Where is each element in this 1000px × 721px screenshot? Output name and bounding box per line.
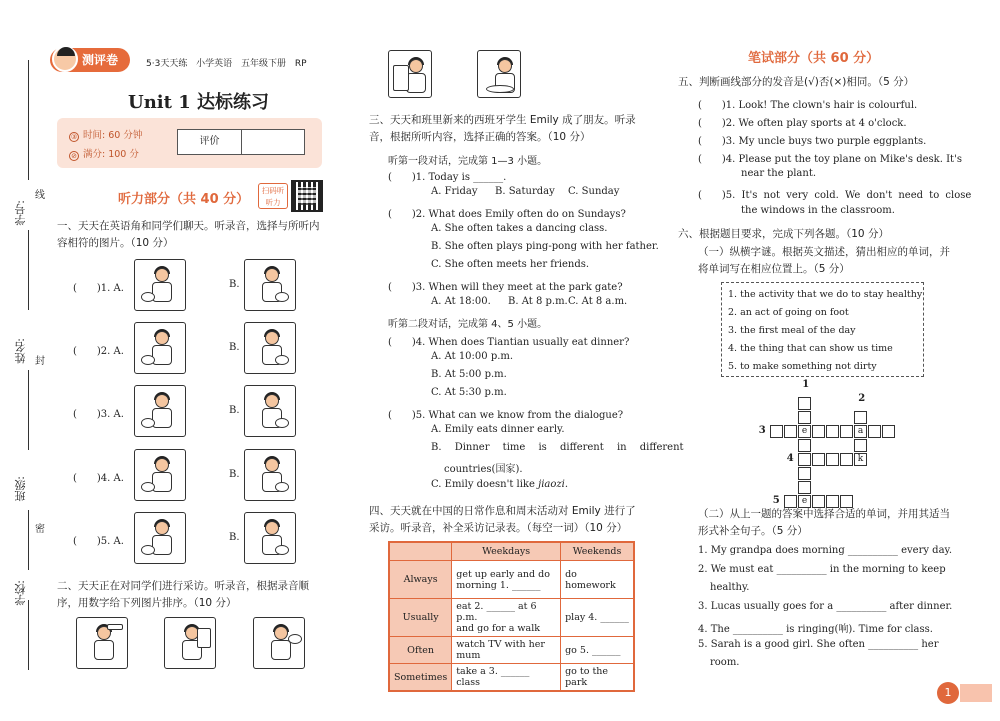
crossword-cell[interactable] <box>882 425 895 438</box>
binding-line <box>28 230 29 310</box>
seal-char: 密 <box>35 524 45 535</box>
q6-fill-item[interactable]: 3. Lucas usually goes for a __________ after dinner. <box>698 601 953 612</box>
q6-fill-item[interactable]: 4. The __________ is ringing(响). Time for class. <box>698 624 933 635</box>
q1-item-number: ( )2. A. <box>73 346 124 357</box>
crossword-clue: 3. the first meal of the day <box>728 325 856 336</box>
crossword-cell[interactable] <box>812 425 825 438</box>
q3-option[interactable]: B. She often plays ping-pong with her father. <box>431 241 659 252</box>
table-cell[interactable]: go 5. ______ <box>561 637 634 664</box>
grade-box <box>177 129 305 155</box>
writing-section-title: 笔试部分（共 60 分） <box>748 51 880 66</box>
page-tab <box>960 684 992 702</box>
table-cell: go to the park <box>561 664 634 691</box>
crossword-cell[interactable]: a <box>854 425 867 438</box>
q5-item: ( )2. We often play sports at 4 o'clock. <box>698 118 907 129</box>
q3-item-5: ( )5. What can we know from the dialogue? <box>388 410 624 421</box>
crossword-number: 3 <box>758 425 766 436</box>
q3-option[interactable]: C. Sunday <box>568 186 620 197</box>
q5-item: ( )1. Look! The clown's hair is colourful. <box>698 100 918 111</box>
crossword-cell[interactable] <box>854 439 867 452</box>
badge-label: 测评卷 <box>82 53 119 67</box>
q3-item-3: ( )3. When will they meet at the park gate? <box>388 282 623 293</box>
question-1-heading: 一、天天在英语角和同学们聊天。听录音，选择与所听内容相符的图片。（10 分） <box>57 220 320 249</box>
qr-code-icon[interactable] <box>291 180 323 212</box>
crossword-cell[interactable]: e <box>798 495 811 508</box>
crossword-cell[interactable] <box>798 411 811 424</box>
table-cell[interactable]: play 4. ______ <box>561 599 634 637</box>
header-meta: 5·3天天练 小学英语 五年级下册 RP <box>146 59 307 69</box>
seal-char: 线 <box>35 190 45 201</box>
table-row-header: Often <box>390 637 452 664</box>
q3-option[interactable]: C. She often meets her friends. <box>431 259 590 270</box>
q3-option[interactable]: B. Saturday <box>495 186 555 197</box>
crossword-cell[interactable] <box>784 425 797 438</box>
q3-option-continued: countries(国家). <box>444 464 523 475</box>
student-avatar-icon <box>52 46 78 72</box>
picture-laundry <box>388 50 432 98</box>
q1-picture-a[interactable] <box>134 385 186 437</box>
crossword-cell[interactable] <box>798 453 811 466</box>
seal-char: 封 <box>35 356 45 367</box>
crossword-number: 1 <box>802 378 810 390</box>
listening-section-title: 听力部分（共 40 分） <box>118 192 250 207</box>
question-2-heading: 二、天天正在对同学们进行采访。听录音，根据录音顺序，用数字给下列图片排序。（10 分） <box>57 580 309 609</box>
q3-option[interactable]: A. Friday <box>431 186 478 197</box>
crossword-cell[interactable] <box>826 453 839 466</box>
grade-label: 评价 <box>178 130 242 154</box>
binding-line <box>28 60 29 180</box>
qr-label: 扫码听听力 <box>258 183 288 209</box>
table-row-header: Always <box>390 561 452 599</box>
q6-fill-item[interactable]: 2. We must eat __________ in the morning to keep <box>698 564 946 575</box>
table-cell: do homework <box>561 561 634 599</box>
q3-option[interactable]: A. At 10:00 p.m. <box>431 351 514 362</box>
picture-basketball <box>76 617 128 669</box>
q1-picture-a[interactable] <box>134 512 186 564</box>
picture-washing <box>164 617 216 669</box>
grade-field[interactable] <box>242 130 304 154</box>
crossword-cell[interactable]: e <box>798 425 811 438</box>
q6-part-1-instruction: （一）纵横字谜。根据英文描述，猜出相应的单词，并将单词写在相应位置上。（5 分） <box>698 246 950 275</box>
q3-item-2: ( )2. What does Emily often do on Sundays? <box>388 209 626 220</box>
q1-picture-b[interactable] <box>244 449 296 501</box>
q5-item: ( )5. It's not very cold. We don't need to close <box>698 190 972 201</box>
table-row-header: Usually <box>390 599 452 637</box>
crossword-cell[interactable] <box>840 425 853 438</box>
q3-option[interactable]: B. At 8 p.m. <box>508 296 568 307</box>
table-col-header: Weekends <box>561 543 634 561</box>
picture-family <box>253 617 305 669</box>
q3-item-1: ( )1. Today is ______. <box>388 172 507 183</box>
interview-record-table <box>388 541 635 692</box>
q3-option[interactable]: A. At 18:00. <box>431 296 491 307</box>
table-cell[interactable]: take a 3. ______ class <box>452 664 561 691</box>
crossword-number: 4 <box>786 453 794 464</box>
crossword-cell[interactable] <box>798 439 811 452</box>
q1-picture-a[interactable] <box>134 449 186 501</box>
q1-picture-a[interactable] <box>134 322 186 374</box>
q3-sub-instruction-1: 听第一段对话，完成第 1—3 小题。 <box>388 156 548 167</box>
crossword-cell[interactable] <box>798 467 811 480</box>
q1-item-number: ( )5. A. <box>73 536 124 547</box>
crossword-cell[interactable] <box>798 481 811 494</box>
q3-option[interactable]: C. Emily doesn't like jiaozi. <box>431 479 569 490</box>
q5-item-continued: the windows in the classroom. <box>741 205 895 216</box>
name-label: 姓名: <box>14 338 27 364</box>
q6-fill-item-continued: healthy. <box>710 582 750 593</box>
table-cell[interactable]: eat 2. ______ at 6 p.m. and go for a walk <box>452 599 561 637</box>
question-4-heading: 四、天天就在中国的日常作息和周末活动对 Emily 进行了采访。听录音，补全采访记录表。（每空一词）（10 分） <box>369 505 636 534</box>
crossword-clue: 4. the thing that can show us time <box>728 343 893 354</box>
q1-picture-b[interactable] <box>244 259 296 311</box>
q5-item: ( )3. My uncle buys two purple eggplants. <box>698 136 927 147</box>
q6-fill-item[interactable]: 1. My grandpa does morning __________ every day. <box>698 545 953 556</box>
clock-icon: ③ <box>70 133 78 141</box>
crossword-clue: 5. to make something not dirty <box>728 361 877 372</box>
crossword-clue: 2. an act of going on foot <box>728 307 849 318</box>
question-3-heading: 三、天天和班里新来的西班牙学生 Emily 成了朋友。听录音，根据所听内容，选择正确的答案。（10 分） <box>369 114 636 143</box>
crossword-clue-box <box>721 282 924 377</box>
table-cell: watch TV with her mum <box>452 637 561 664</box>
q3-option[interactable]: A. Emily eats dinner early. <box>431 424 565 435</box>
q1-item-number: ( )1. A. <box>73 283 124 294</box>
crossword-cell[interactable] <box>868 425 881 438</box>
table-corner <box>390 543 452 561</box>
q1-picture-a[interactable] <box>134 259 186 311</box>
binding-line <box>28 600 29 670</box>
q3-option[interactable]: C. At 8 a.m. <box>568 296 628 307</box>
time-info: ③ 时间: 60 分钟 <box>70 130 143 141</box>
q1-item-number: ( )3. A. <box>73 409 124 420</box>
q3-item-4: ( )4. When does Tiantian usually eat dinner? <box>388 337 630 348</box>
crossword-cell[interactable] <box>812 453 825 466</box>
q3-option[interactable]: A. She often takes a dancing class. <box>431 223 608 234</box>
q3-sub-instruction-2: 听第二段对话，完成第 4、5 小题。 <box>388 319 548 330</box>
q3-option[interactable]: C. At 5:30 p.m. <box>431 387 507 398</box>
q1-picture-b[interactable] <box>244 322 296 374</box>
school-label: 学校: <box>14 580 27 606</box>
unit-title: Unit 1 达标练习 <box>128 92 269 113</box>
q6-fill-item[interactable]: 5. Sarah is a good girl. She often __________ her <box>698 639 939 650</box>
class-label: 班级: <box>14 476 27 502</box>
score-icon: ⊘ <box>69 151 79 161</box>
q1-option-b-label: B. <box>229 279 240 290</box>
q1-item-number: ( )4. A. <box>73 473 124 484</box>
q1-option-b-label: B. <box>229 532 240 543</box>
crossword-number: 5 <box>772 495 780 506</box>
crossword-number: 2 <box>858 392 866 404</box>
page-number: 1 <box>937 682 959 704</box>
q3-option[interactable]: B. At 5:00 p.m. <box>431 369 507 380</box>
q6-part-2-instruction: （二）从上一题的答案中选择合适的单词，并用其适当形式补全句子。（5 分） <box>698 508 950 537</box>
score-info: ⊘ 满分: 100 分 <box>69 146 139 161</box>
crossword-cell[interactable] <box>854 411 867 424</box>
q5-item: ( )4. Please put the toy plane on Mike's desk. It's <box>698 154 962 165</box>
crossword-clue: 1. the activity that we do to stay healthy <box>728 289 923 300</box>
table-row-header: Sometimes <box>390 664 452 691</box>
q1-option-b-label: B. <box>229 342 240 353</box>
test-badge <box>50 48 130 72</box>
question-5-heading: 五、判断画线部分的发音是(√)否(×)相同。（5 分） <box>678 76 915 88</box>
crossword-cell[interactable] <box>840 453 853 466</box>
q3-option[interactable]: B. Dinner time is different in different <box>431 442 684 453</box>
q5-item-continued: near the plant. <box>741 168 817 179</box>
student-id-label: 学号: <box>14 200 27 226</box>
exam-info-box <box>57 118 322 168</box>
table-cell[interactable]: get up early and do morning 1. ______ <box>452 561 561 599</box>
q1-picture-b[interactable] <box>244 385 296 437</box>
q6-fill-item-continued: room. <box>710 657 740 668</box>
question-6-heading: 六、根据题目要求，完成下列各题。（10 分） <box>678 228 889 240</box>
q1-option-b-label: B. <box>229 469 240 480</box>
q1-picture-b[interactable] <box>244 512 296 564</box>
q1-option-b-label: B. <box>229 405 240 416</box>
crossword-cell[interactable] <box>826 425 839 438</box>
crossword-cell[interactable] <box>798 397 811 410</box>
binding-line <box>28 370 29 450</box>
crossword-cell[interactable] <box>770 425 783 438</box>
table-col-header: Weekdays <box>452 543 561 561</box>
picture-dining <box>477 50 521 98</box>
binding-line <box>28 510 29 570</box>
crossword-cell[interactable]: k <box>854 453 867 466</box>
